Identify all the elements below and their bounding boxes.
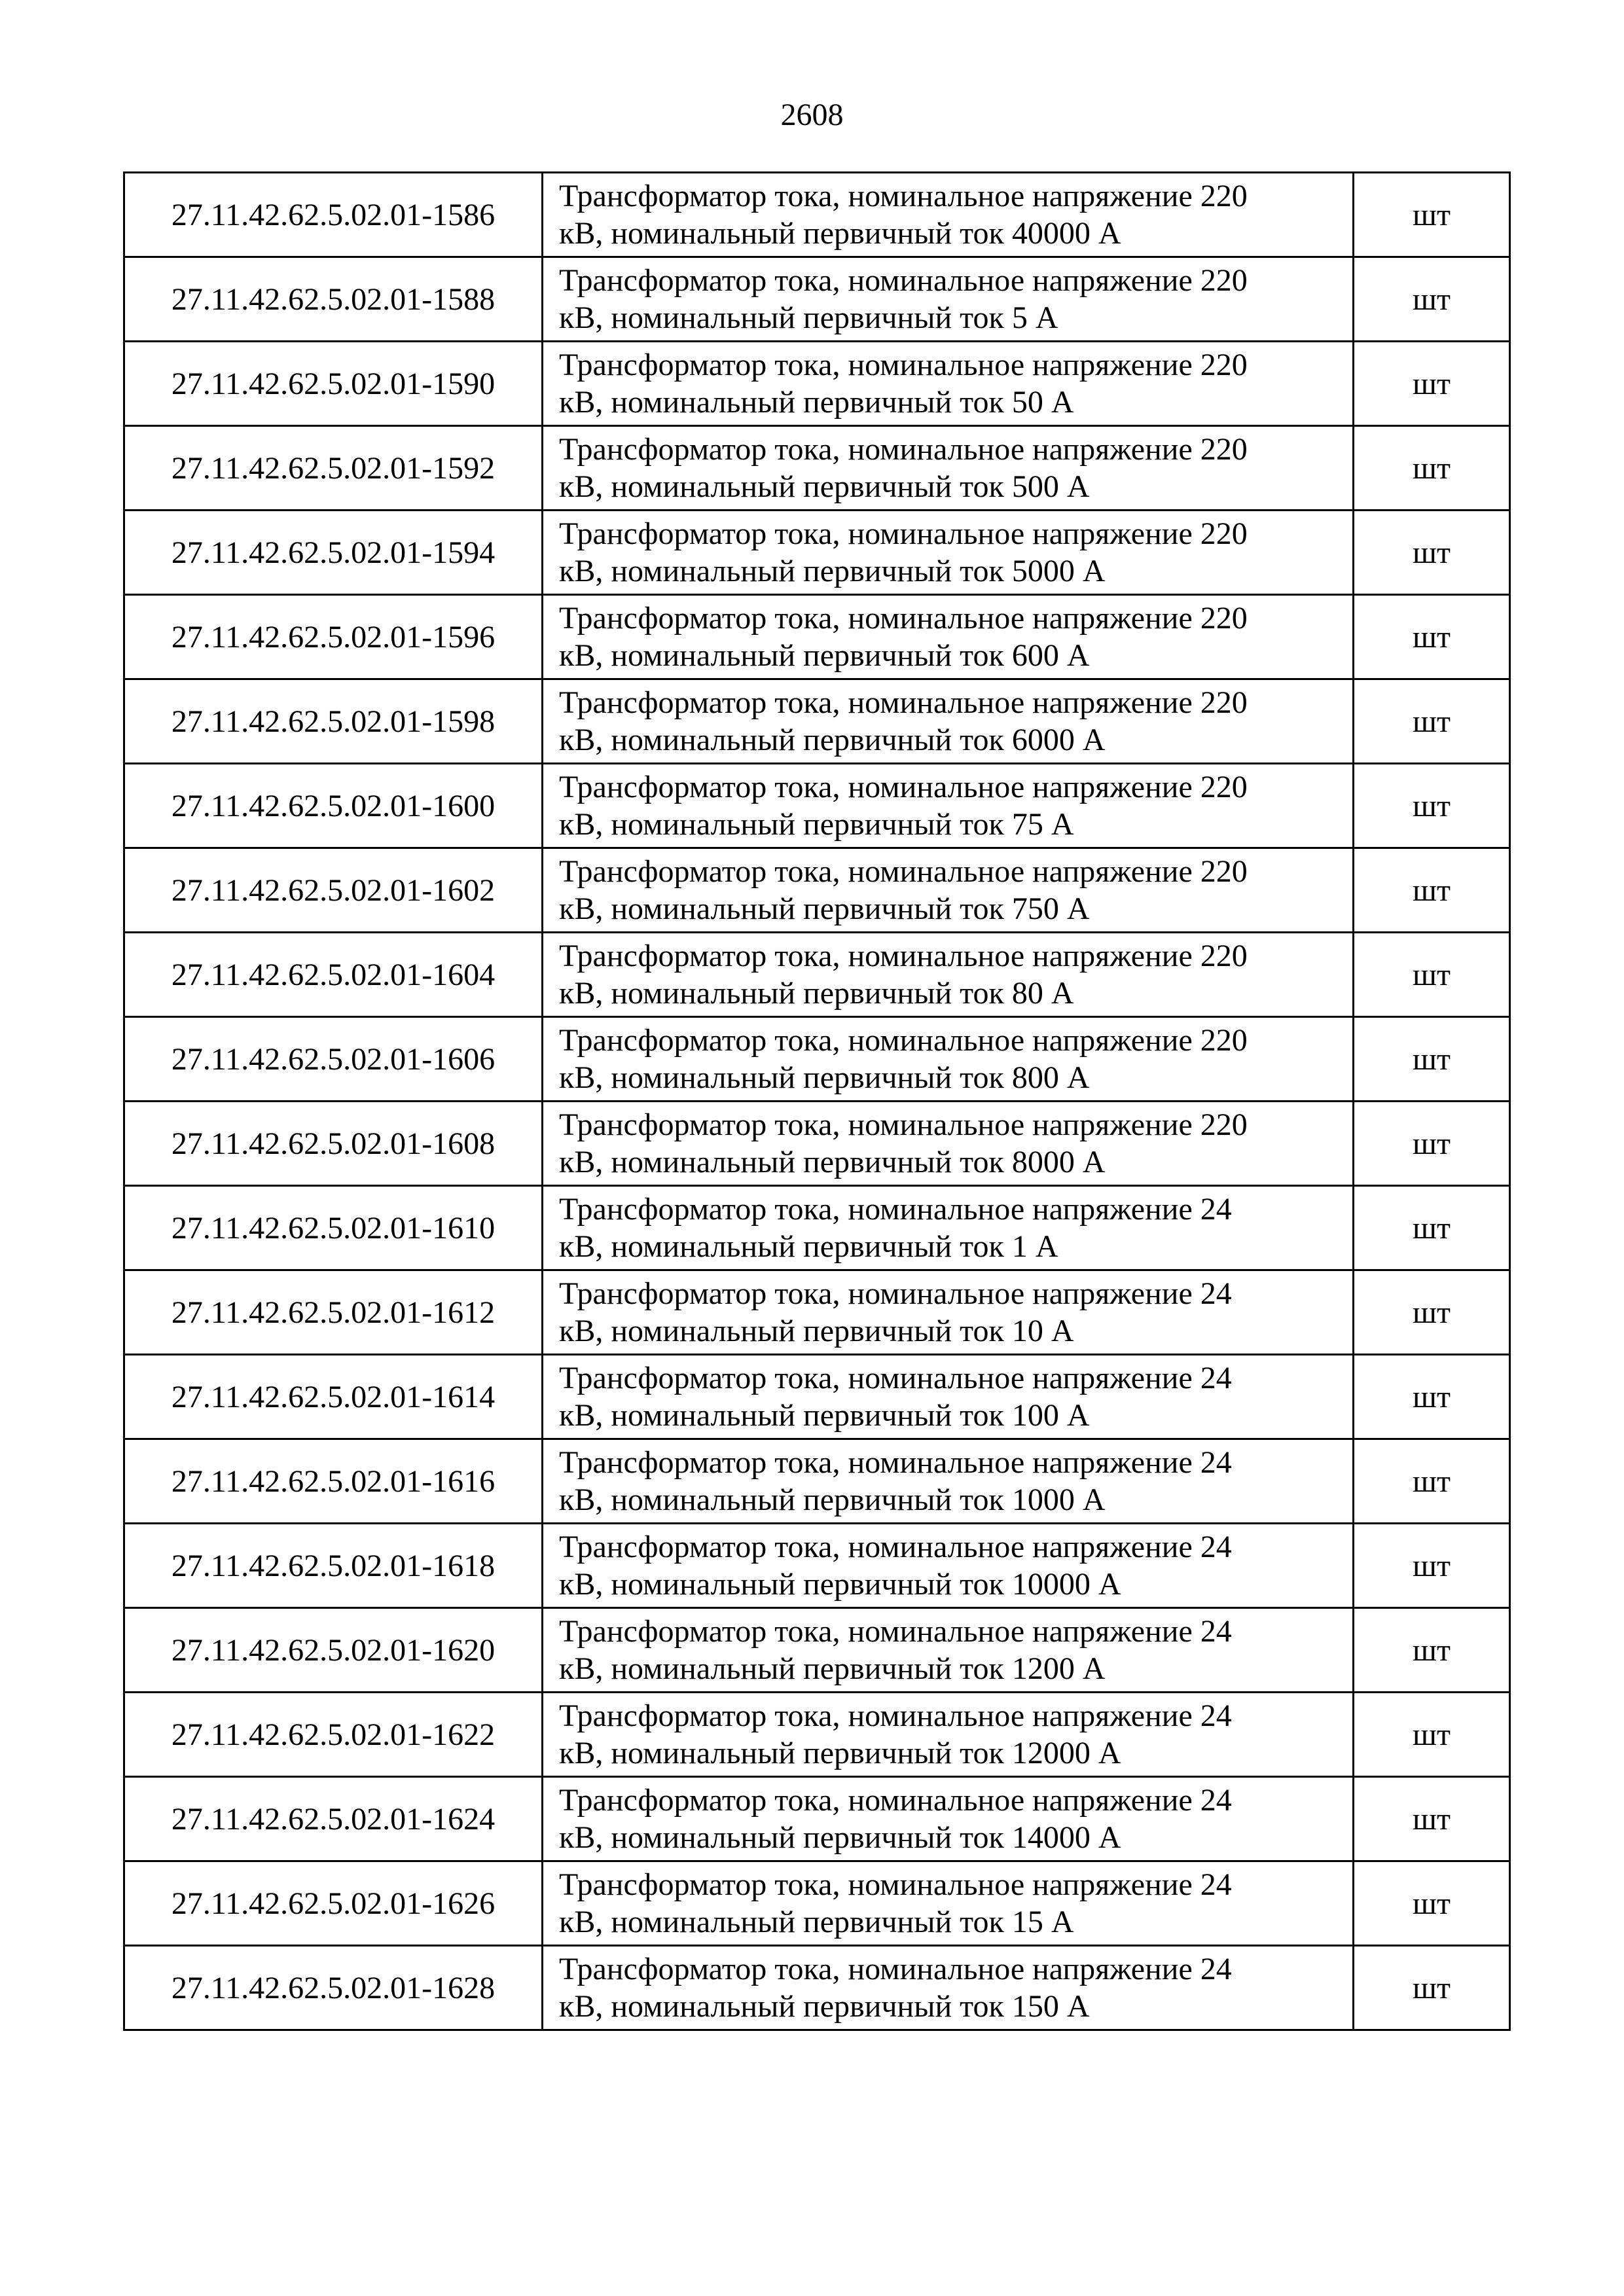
item-code-cell: 27.11.42.62.5.02.01-1586 (124, 173, 543, 257)
item-unit-cell: шт (1354, 426, 1510, 511)
item-unit-cell: шт (1354, 1186, 1510, 1270)
item-description-line: кВ, номинальный первичный ток 75 А (559, 807, 1074, 842)
table-row (124, 342, 1510, 426)
table-row (124, 1355, 1510, 1439)
table-row (124, 933, 1510, 1017)
item-description-line: кВ, номинальный первичный ток 1200 А (559, 1651, 1106, 1686)
table-row (124, 173, 1510, 257)
table-row (124, 1608, 1510, 1693)
item-description-cell (543, 848, 1354, 933)
table-row (124, 1017, 1510, 1102)
table-row (124, 679, 1510, 764)
item-unit-cell: шт (1354, 1017, 1510, 1102)
item-description-line: кВ, номинальный первичный ток 40000 А (559, 216, 1121, 251)
item-code-cell: 27.11.42.62.5.02.01-1588 (124, 257, 543, 342)
item-description-line: кВ, номинальный первичный ток 600 А (559, 638, 1090, 673)
table-row (124, 1777, 1510, 1861)
table-row (124, 1102, 1510, 1186)
item-description-cell (543, 257, 1354, 342)
item-unit-cell: шт (1354, 1439, 1510, 1524)
item-description-line: Трансформатор тока, номинальное напряжение 24 (559, 1530, 1232, 1564)
item-description-line: Трансформатор тока, номинальное напряжение 24 (559, 1698, 1232, 1733)
item-description-cell (543, 1270, 1354, 1355)
page-number: 2608 (780, 98, 844, 132)
item-description-line: кВ, номинальный первичный ток 15 А (559, 1905, 1074, 1939)
item-description-cell (543, 426, 1354, 511)
item-description-cell (543, 1524, 1354, 1608)
item-code-cell: 27.11.42.62.5.02.01-1592 (124, 426, 543, 511)
item-description-line: кВ, номинальный первичный ток 1000 А (559, 1482, 1106, 1517)
table-row (124, 1693, 1510, 1777)
catalog-table (123, 171, 1511, 2031)
item-unit-cell: шт (1354, 1946, 1510, 2030)
table-row (124, 764, 1510, 848)
item-description-cell (543, 1946, 1354, 2030)
item-description-cell (543, 173, 1354, 257)
item-code-cell: 27.11.42.62.5.02.01-1602 (124, 848, 543, 933)
table-row (124, 257, 1510, 342)
item-description-line: Трансформатор тока, номинальное напряжение 220 (559, 1107, 1248, 1142)
item-description-line: кВ, номинальный первичный ток 750 А (559, 891, 1090, 926)
item-code-cell: 27.11.42.62.5.02.01-1604 (124, 933, 543, 1017)
item-code-cell: 27.11.42.62.5.02.01-1616 (124, 1439, 543, 1524)
item-description-line: Трансформатор тока, номинальное напряжение 220 (559, 601, 1248, 636)
table-row (124, 1439, 1510, 1524)
item-description-cell (543, 1608, 1354, 1693)
item-description-cell (543, 679, 1354, 764)
item-description-line: Трансформатор тока, номинальное напряжение 220 (559, 516, 1248, 551)
item-description-cell (543, 1355, 1354, 1439)
table-row (124, 1946, 1510, 2030)
item-code-cell: 27.11.42.62.5.02.01-1606 (124, 1017, 543, 1102)
item-description-cell (543, 511, 1354, 595)
item-code-cell: 27.11.42.62.5.02.01-1614 (124, 1355, 543, 1439)
table-row (124, 1524, 1510, 1608)
item-description-line: Трансформатор тока, номинальное напряжение 220 (559, 854, 1248, 889)
item-unit-cell: шт (1354, 1524, 1510, 1608)
item-code-cell: 27.11.42.62.5.02.01-1612 (124, 1270, 543, 1355)
item-description-line: Трансформатор тока, номинальное напряжение 220 (559, 179, 1248, 213)
item-description-line: кВ, номинальный первичный ток 14000 А (559, 1820, 1121, 1855)
item-code-cell: 27.11.42.62.5.02.01-1618 (124, 1524, 543, 1608)
item-unit-cell: шт (1354, 848, 1510, 933)
item-description-line: кВ, номинальный первичный ток 12000 А (559, 1736, 1121, 1770)
item-description-cell (543, 1102, 1354, 1186)
item-description-cell (543, 1693, 1354, 1777)
item-description-line: кВ, номинальный первичный ток 6000 А (559, 723, 1106, 757)
table-row (124, 426, 1510, 511)
item-description-cell (543, 1861, 1354, 1946)
item-description-line: кВ, номинальный первичный ток 100 А (559, 1398, 1090, 1433)
item-unit-cell: шт (1354, 679, 1510, 764)
item-description-cell (543, 342, 1354, 426)
item-code-cell: 27.11.42.62.5.02.01-1594 (124, 511, 543, 595)
item-description-cell (543, 1186, 1354, 1270)
item-unit-cell: шт (1354, 1608, 1510, 1693)
item-description-line: Трансформатор тока, номинальное напряжение 220 (559, 432, 1248, 467)
item-code-cell: 27.11.42.62.5.02.01-1608 (124, 1102, 543, 1186)
item-unit-cell: шт (1354, 1693, 1510, 1777)
item-description-line: Трансформатор тока, номинальное напряжение 24 (559, 1952, 1232, 1986)
item-description-cell (543, 933, 1354, 1017)
item-description-line: кВ, номинальный первичный ток 150 А (559, 1989, 1090, 2024)
item-description-line: кВ, номинальный первичный ток 800 А (559, 1060, 1090, 1095)
item-description-line: Трансформатор тока, номинальное напряжение 24 (559, 1614, 1232, 1649)
item-code-cell: 27.11.42.62.5.02.01-1622 (124, 1693, 543, 1777)
table-row (124, 595, 1510, 679)
item-description-line: Трансформатор тока, номинальное напряжение 220 (559, 685, 1248, 720)
item-description-line: Трансформатор тока, номинальное напряжение 220 (559, 1023, 1248, 1058)
item-code-cell: 27.11.42.62.5.02.01-1596 (124, 595, 543, 679)
item-unit-cell: шт (1354, 1861, 1510, 1946)
item-unit-cell: шт (1354, 1355, 1510, 1439)
item-unit-cell: шт (1354, 764, 1510, 848)
item-description-line: Трансформатор тока, номинальное напряжение 24 (559, 1783, 1232, 1818)
item-unit-cell: шт (1354, 933, 1510, 1017)
item-description-line: кВ, номинальный первичный ток 5000 А (559, 554, 1106, 588)
item-description-cell (543, 1439, 1354, 1524)
table-row (124, 848, 1510, 933)
item-description-cell (543, 595, 1354, 679)
item-code-cell: 27.11.42.62.5.02.01-1624 (124, 1777, 543, 1861)
item-description-line: кВ, номинальный первичный ток 8000 А (559, 1145, 1106, 1179)
item-unit-cell: шт (1354, 173, 1510, 257)
item-description-line: Трансформатор тока, номинальное напряжение 24 (559, 1867, 1232, 1902)
catalog-table-body (124, 173, 1510, 2030)
table-row (124, 511, 1510, 595)
item-unit-cell: шт (1354, 1777, 1510, 1861)
item-unit-cell: шт (1354, 257, 1510, 342)
table-row (124, 1861, 1510, 1946)
item-unit-cell: шт (1354, 511, 1510, 595)
item-description-line: Трансформатор тока, номинальное напряжение 24 (559, 1361, 1232, 1395)
item-unit-cell: шт (1354, 1270, 1510, 1355)
item-code-cell: 27.11.42.62.5.02.01-1590 (124, 342, 543, 426)
item-description-line: Трансформатор тока, номинальное напряжение 24 (559, 1276, 1232, 1311)
item-unit-cell: шт (1354, 595, 1510, 679)
item-description-line: кВ, номинальный первичный ток 50 А (559, 385, 1074, 420)
item-description-line: Трансформатор тока, номинальное напряжение 24 (559, 1192, 1232, 1227)
item-description-line: Трансформатор тока, номинальное напряжение 24 (559, 1445, 1232, 1480)
item-description-line: Трансформатор тока, номинальное напряжение 220 (559, 263, 1248, 298)
item-code-cell: 27.11.42.62.5.02.01-1598 (124, 679, 543, 764)
item-code-cell: 27.11.42.62.5.02.01-1626 (124, 1861, 543, 1946)
item-code-cell: 27.11.42.62.5.02.01-1610 (124, 1186, 543, 1270)
item-unit-cell: шт (1354, 342, 1510, 426)
item-description-line: кВ, номинальный первичный ток 10 А (559, 1314, 1074, 1348)
item-description-line: Трансформатор тока, номинальное напряжение 220 (559, 348, 1248, 382)
table-row (124, 1186, 1510, 1270)
item-unit-cell: шт (1354, 1102, 1510, 1186)
item-description-cell (543, 764, 1354, 848)
item-description-line: кВ, номинальный первичный ток 10000 А (559, 1567, 1121, 1602)
item-description-line: Трансформатор тока, номинальное напряжение 220 (559, 939, 1248, 973)
item-code-cell: 27.11.42.62.5.02.01-1600 (124, 764, 543, 848)
table-row (124, 1270, 1510, 1355)
item-code-cell: 27.11.42.62.5.02.01-1628 (124, 1946, 543, 2030)
item-description-cell (543, 1777, 1354, 1861)
item-description-line: кВ, номинальный первичный ток 500 А (559, 469, 1090, 504)
item-description-cell (543, 1017, 1354, 1102)
item-description-line: кВ, номинальный первичный ток 1 А (559, 1229, 1058, 1264)
item-description-line: кВ, номинальный первичный ток 80 А (559, 976, 1074, 1011)
item-code-cell: 27.11.42.62.5.02.01-1620 (124, 1608, 543, 1693)
item-description-line: кВ, номинальный первичный ток 5 А (559, 300, 1058, 335)
item-description-line: Трансформатор тока, номинальное напряжение 220 (559, 770, 1248, 804)
